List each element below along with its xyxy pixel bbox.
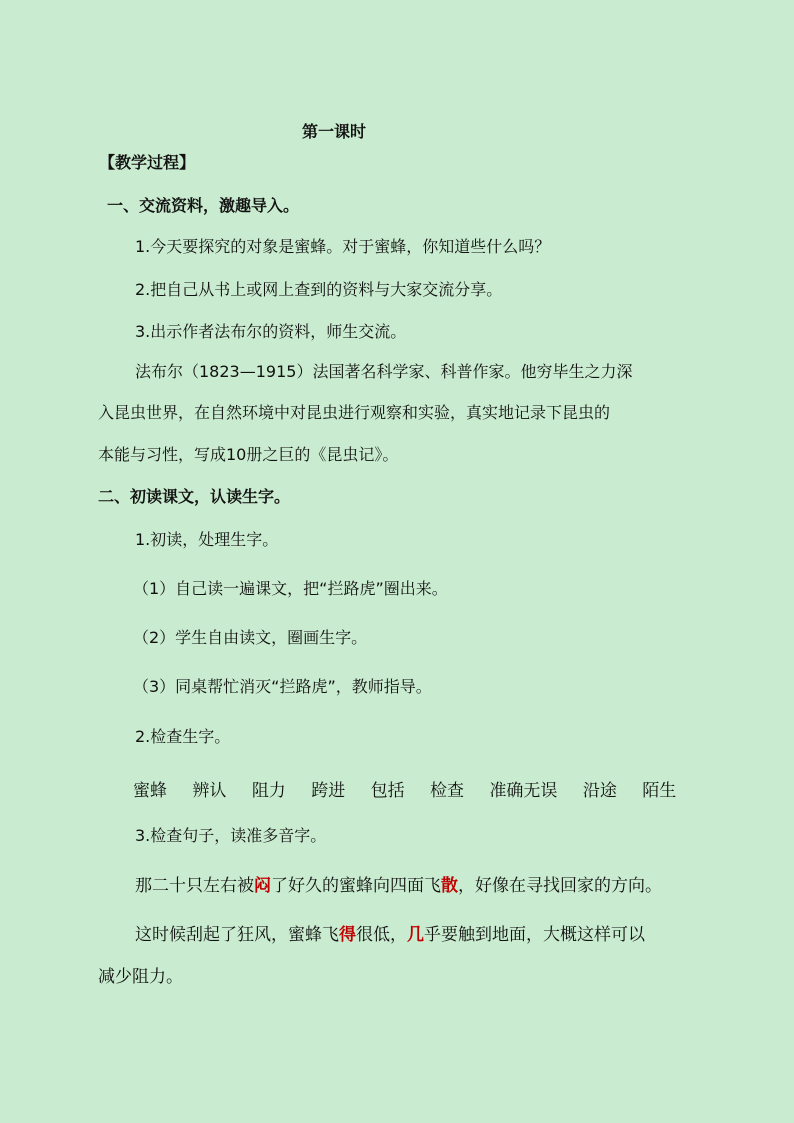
example-sentence-1	[135, 875, 662, 897]
polyphonic-char: 几	[407, 925, 424, 945]
sentence-text: 这时候刮起了狂风，蜜蜂飞	[135, 925, 339, 945]
section2-item-3: 3.检查句子，读准多音字。	[135, 826, 327, 845]
section2-item-1: 1.初读，处理生字。	[135, 530, 279, 549]
section2-sub-2: （2）学生自由读文，圈画生字。	[133, 628, 368, 647]
author-paragraph-line-2: 入昆虫世界，在自然环境中对昆虫进行观察和实验，真实地记录下昆虫的	[98, 403, 611, 422]
vocab-word: 辨认	[192, 781, 227, 801]
sentence-text: 乎要触到地面，大概这样可以	[424, 925, 645, 945]
vocab-word: 准确无误	[489, 781, 558, 801]
section1-heading: 一、交流资料，激趣导入。	[107, 196, 300, 215]
section2-item-2: 2.检查生字。	[135, 727, 231, 746]
polyphonic-char: 散	[441, 876, 458, 896]
sentence-text: 那二十只左右被	[135, 876, 254, 896]
vocab-word: 蜜蜂	[133, 781, 167, 801]
example-sentence-2	[135, 924, 645, 946]
sentence-text: 了好久的蜜蜂向四面飞	[271, 876, 441, 896]
vocab-word: 陌生	[642, 781, 677, 801]
vocab-list	[133, 776, 696, 801]
section2-heading: 二、初读课文，认读生字。	[98, 487, 291, 506]
sentence-text: ，好像在寻找回家的方向。	[458, 876, 662, 896]
lesson-title: 第一课时	[302, 122, 367, 141]
section1-item-3: 3.出示作者法布尔的资料，师生交流。	[135, 322, 407, 341]
polyphonic-char: 闷	[254, 876, 271, 896]
sentence-text: 很低，	[356, 925, 407, 945]
polyphonic-char: 得	[339, 925, 356, 945]
vocab-word: 跨进	[311, 781, 346, 801]
author-paragraph-line-1: 法布尔（1823—1915）法国著名科学家、科普作家。他穷毕生之力深	[135, 362, 633, 381]
section1-item-2: 2.把自己从书上或网上查到的资料与大家交流分享。	[135, 280, 503, 299]
section1-item-1: 1.今天要探究的对象是蜜蜂。对于蜜蜂，你知道些什么吗？	[135, 237, 551, 256]
vocab-word: 阻力	[251, 781, 286, 801]
section2-sub-1: （1）自己读一遍课文，把“拦路虎”圈出来。	[133, 579, 448, 598]
section2-sub-3: （3）同桌帮忙消灭“拦路虎”，教师指导。	[133, 677, 432, 696]
section-bracket-heading: 【教学过程】	[99, 153, 196, 172]
example-sentence-2-continued: 减少阻力。	[98, 967, 183, 987]
vocab-word: 检查	[430, 781, 465, 801]
author-paragraph-line-3: 本能与习性，写成10册之巨的《昆虫记》。	[98, 445, 399, 464]
vocab-word: 包括	[370, 781, 405, 801]
vocab-word: 沿途	[582, 781, 617, 801]
